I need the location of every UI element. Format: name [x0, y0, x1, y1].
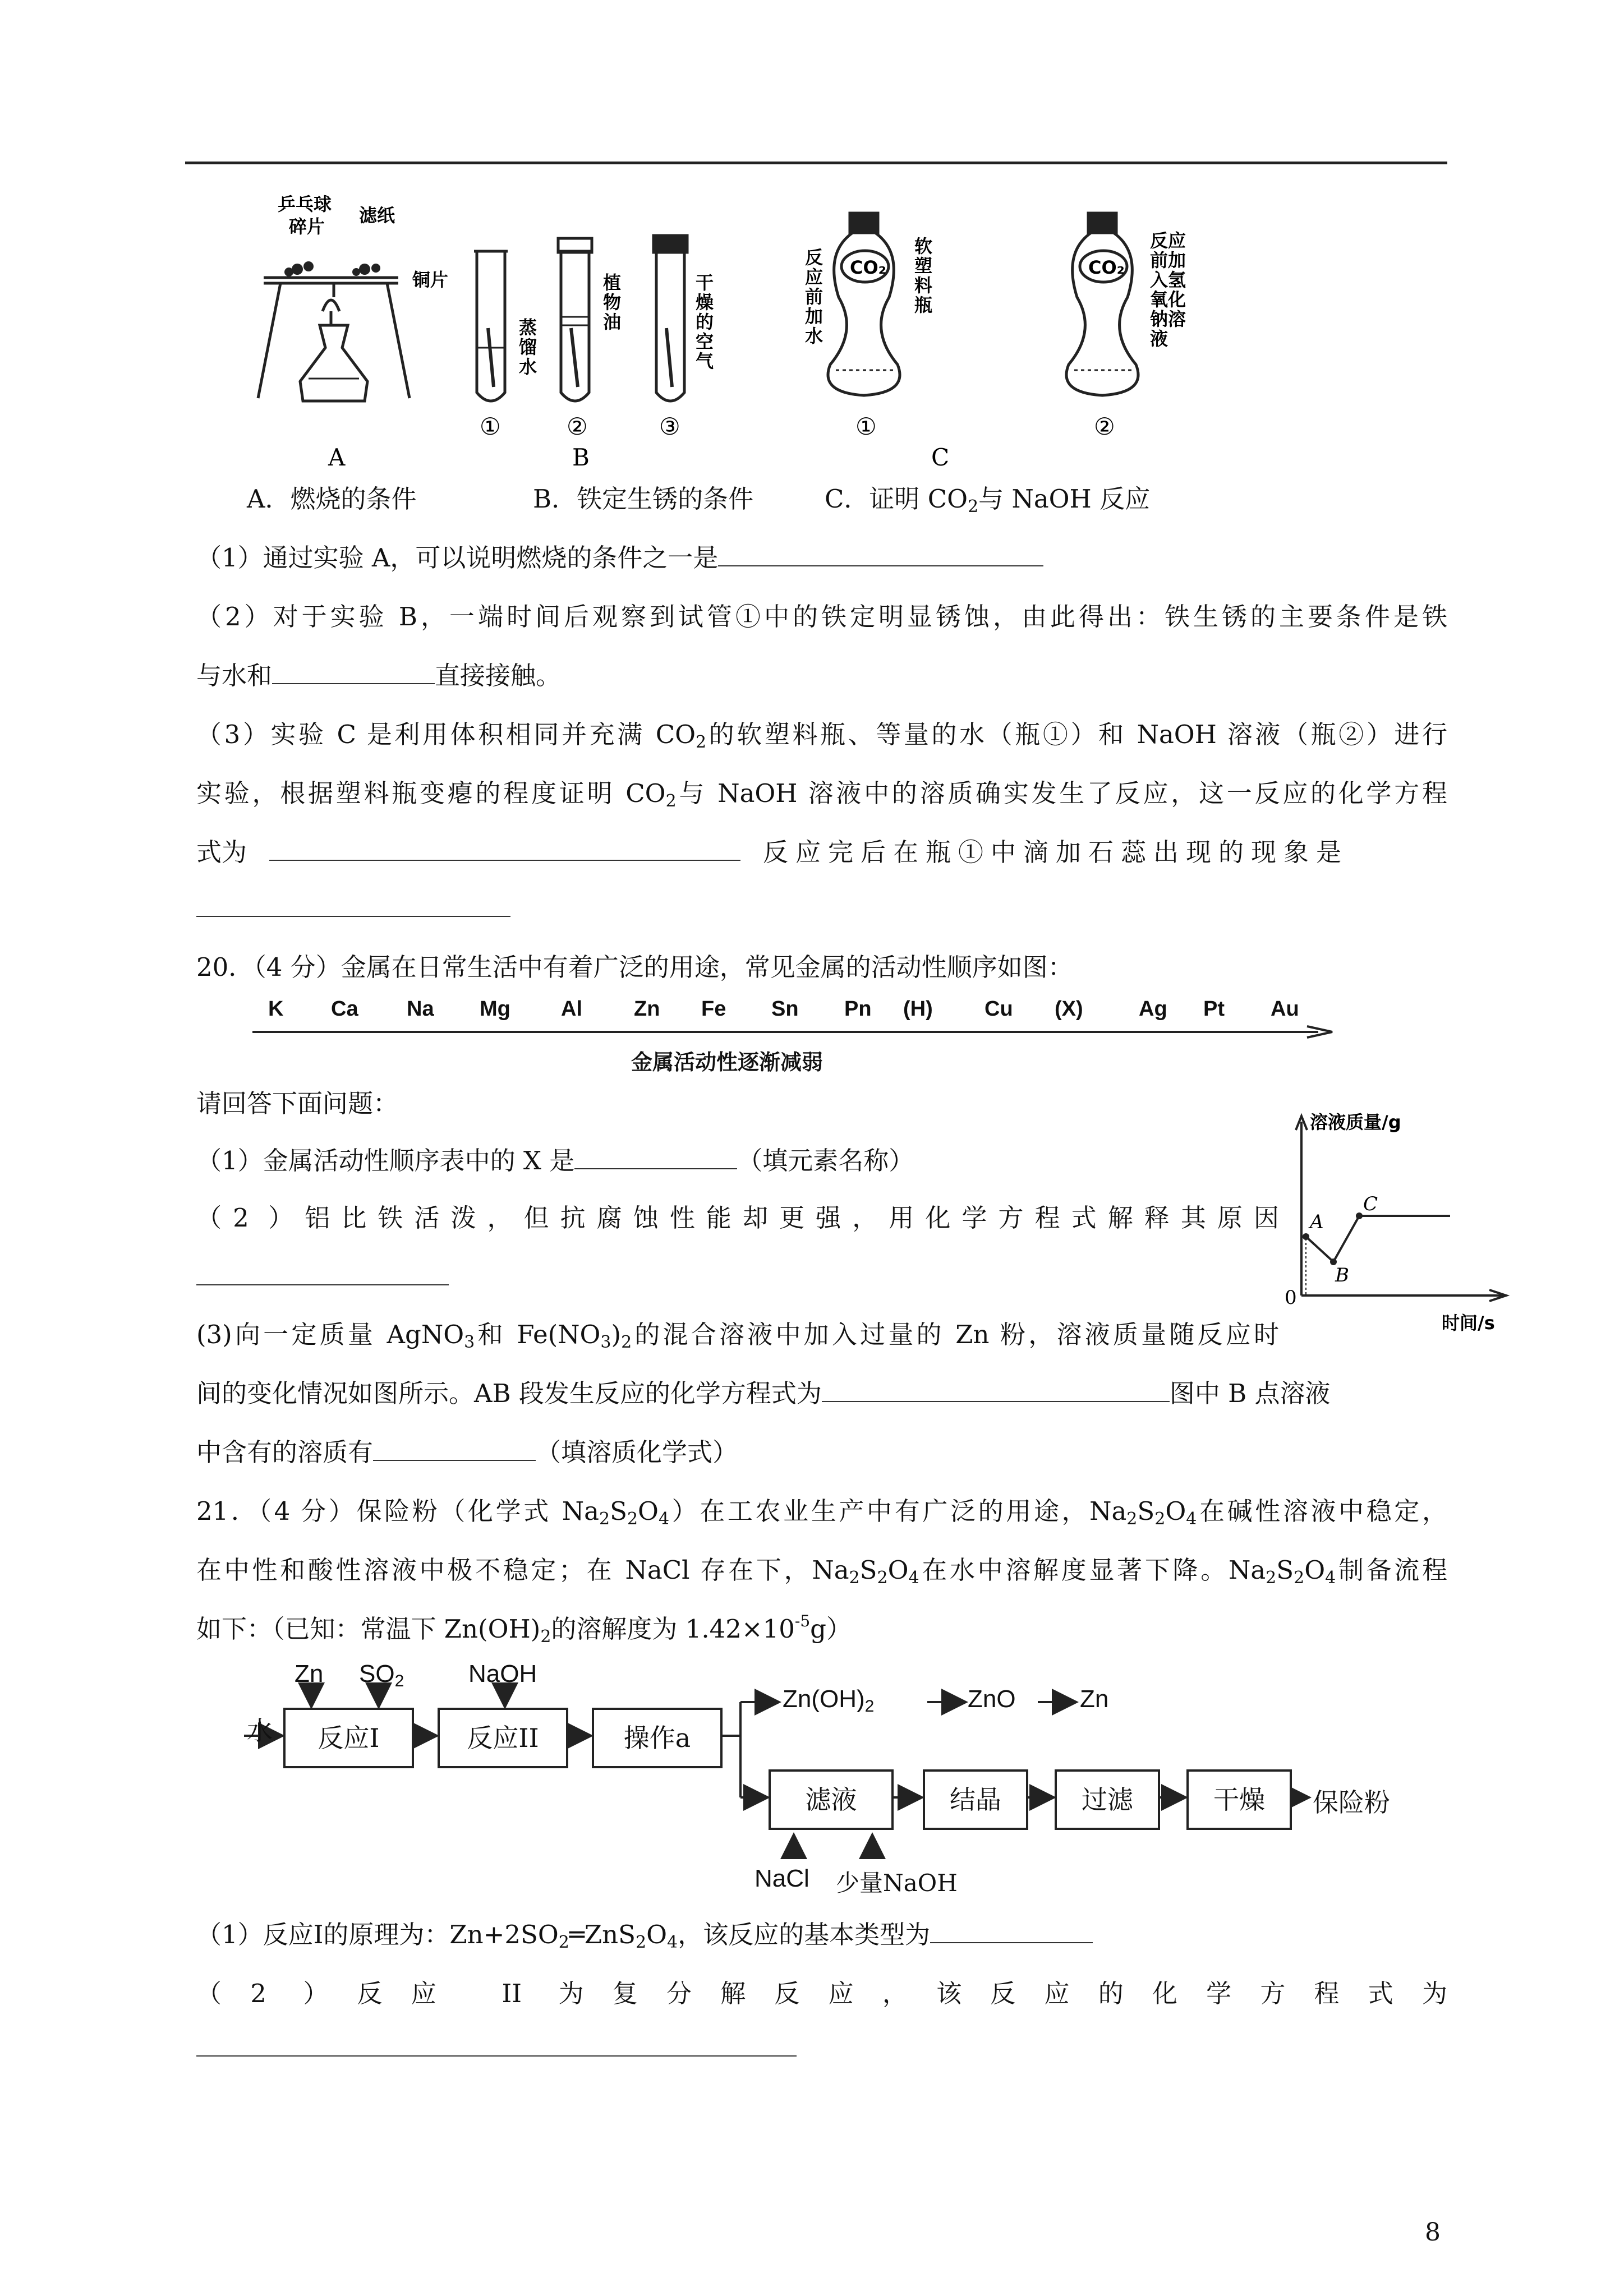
metal-symbol: Pt: [1203, 997, 1225, 1021]
q20-part1: （1）金属活动性顺序表中的 X 是 （填元素名称）: [196, 1146, 914, 1175]
svg-text:氧化: 氧化: [1150, 289, 1186, 310]
tripod-leg-left: [258, 283, 280, 398]
q19-part3c: 式为 反应完后在瓶①中滴加石蕊出现的现象是: [196, 837, 1349, 867]
svg-text:②: ②: [567, 413, 588, 440]
q20-ask: 请回答下面问题：: [196, 1089, 399, 1118]
page-number: 8: [1425, 2218, 1441, 2247]
metal-symbol: (X): [1055, 997, 1083, 1021]
q21-line2: 在中性和酸性溶液中极不稳定；在 NaCl 存在下，$Na_2S_2O_4$在水中溶解度显著下降。$Na_2S_2O_4$制备流程: [196, 1555, 1447, 1588]
flow-zno: ZnO: [968, 1685, 1016, 1713]
metal-symbol: Na: [407, 997, 434, 1021]
flow-box-filtrate: 滤液: [769, 1769, 894, 1830]
q20-intro: 20．（4 分）金属在日常生活中有着广泛的用途，常见金属的活动性顺序如图：: [196, 952, 1073, 982]
flow-little-naoh: 少量NaOH: [836, 1869, 958, 1897]
q20-part2: （2 ）铝比铁活泼，但抗腐蚀性能却更强，用化学方程式解释其原因: [196, 1203, 1279, 1233]
svg-text:碎片: 碎片: [289, 216, 325, 237]
flow-product: 保险粉: [1313, 1787, 1390, 1818]
tripod-leg-right: [387, 283, 410, 398]
svg-text:塑: 塑: [914, 255, 933, 276]
metal-symbol: Ag: [1139, 997, 1167, 1021]
svg-text:应: 应: [805, 266, 823, 288]
q21-part2: （2 ）反应 II 为复分解反应，该反应的化学方程式为: [196, 1979, 1447, 2008]
flow-naoh: NaOH: [468, 1660, 537, 1688]
answer-blank[interactable]: [574, 1145, 737, 1169]
svg-text:料: 料: [914, 275, 933, 296]
metal-symbol: Ca: [331, 997, 358, 1021]
top-rule: [185, 162, 1447, 164]
flow-box-crystallize: 结晶: [923, 1769, 1028, 1830]
flow-zn-oh2: $Zn(OH)_2$: [783, 1685, 875, 1716]
q21-line1: 21．（4 分）保险粉（化学式 $Na_2S_2O_4$）在工农业生产中有广泛的用途，$Na_2S_2O_4$在碱性溶液中稳定，: [196, 1496, 1447, 1529]
q19-part2a: （2）对于实验 B，一端时间后观察到试管①中的铁定明显锈蚀，由此得出：铁生锈的主要条件是铁: [196, 602, 1447, 631]
svg-text:气: 气: [696, 351, 714, 372]
flow-box-operation-a: 操作a: [592, 1708, 723, 1768]
svg-text:A: A: [1310, 1211, 1324, 1233]
svg-text:反应: 反应: [1150, 230, 1186, 251]
svg-text:水: 水: [519, 356, 537, 377]
caption-a: A．燃烧的条件: [247, 484, 417, 514]
metal-symbol: Cu: [984, 997, 1013, 1021]
apparatus-figure: [224, 185, 1186, 477]
svg-text:馏: 馏: [519, 336, 537, 358]
svg-text:反: 反: [805, 247, 823, 268]
test-tube-2: [561, 252, 589, 401]
svg-text:燥: 燥: [696, 292, 714, 313]
metal-symbol: Sn: [771, 997, 799, 1021]
flow-box-reaction2: 反应II: [438, 1708, 568, 1768]
svg-text:干: 干: [696, 272, 714, 293]
svg-text:溶液质量/g: 溶液质量/g: [1310, 1112, 1401, 1133]
q19-part3a: （3）实验 C 是利用体积相同并充满 $CO_2$的软塑料瓶、等量的水（瓶①）和 NaOH 溶液（瓶②）进行: [196, 720, 1447, 752]
metal-symbol: Al: [561, 997, 582, 1021]
svg-text:①: ①: [480, 413, 501, 440]
svg-text:植: 植: [603, 272, 622, 293]
svg-text:蒸: 蒸: [519, 317, 537, 338]
svg-text:的: 的: [696, 311, 714, 333]
svg-text:①: ①: [855, 413, 877, 440]
q19-part3b: 实验，根据塑料瓶变瘪的程度证明 $CO_2$与 NaOH 溶液中的溶质确实发生了反应，这一反应的化学方程: [196, 778, 1447, 811]
svg-text:瓶: 瓶: [914, 294, 933, 316]
svg-text:水: 水: [805, 325, 823, 347]
flow-so2: $SO_2$: [359, 1660, 404, 1690]
q21-part1: （1）反应Ⅰ的原理为：$Zn+2SO_2═ZnS_2O_4$，该反应的基本类型为: [196, 1918, 1093, 1952]
metal-symbol: Au: [1271, 997, 1299, 1021]
svg-text:前: 前: [805, 286, 823, 307]
flame: [323, 300, 339, 311]
q20-part3a: (3)向一定质量 AgNO$_3$和 $Fe(NO_3)_2$的混合溶液中加入过量的 Zn 粉，溶液质量随反应时: [196, 1320, 1279, 1352]
metal-symbol: Fe: [701, 997, 726, 1021]
q19-part2b: 与水和 直接接触。: [196, 661, 562, 690]
answer-blank[interactable]: [373, 1436, 536, 1461]
flow-nacl: NaCl: [755, 1865, 809, 1892]
svg-text:②: ②: [1094, 413, 1115, 440]
svg-text:C: C: [931, 444, 950, 471]
svg-text:前加: 前加: [1150, 250, 1186, 271]
svg-text:钠溶: 钠溶: [1150, 308, 1186, 330]
caption-b: B．铁定生锈的条件: [533, 484, 754, 514]
caption-c: C．证明 $CO_2$与 NaOH 反应: [825, 484, 1151, 517]
answer-blank[interactable]: [196, 916, 510, 917]
solution-mass-graph: [1257, 1110, 1515, 1346]
answer-blank[interactable]: [822, 1377, 1170, 1402]
label-filter-paper: 滤纸: [359, 205, 395, 226]
svg-text:入氢: 入氢: [1150, 269, 1186, 291]
svg-text:A: A: [328, 444, 346, 471]
flow-water: 水: [247, 1716, 273, 1746]
svg-text:B: B: [1335, 1264, 1349, 1287]
answer-blank[interactable]: [930, 1919, 1093, 1943]
answer-blank[interactable]: [272, 660, 435, 684]
answer-blank[interactable]: [196, 2055, 797, 2057]
svg-text:CO₂: CO₂: [1088, 257, 1125, 278]
activity-arrow: [252, 1023, 1335, 1040]
answer-blank[interactable]: [269, 836, 740, 861]
q21-line3: 如下：（已知：常温下 $Zn(OH)_2$的溶解度为 $1.42\times 10^{-5}g$）: [196, 1612, 852, 1647]
svg-text:液: 液: [1150, 328, 1168, 349]
svg-text:③: ③: [659, 413, 680, 440]
svg-text:油: 油: [603, 311, 622, 333]
svg-text:0: 0: [1285, 1287, 1297, 1309]
q20-part3b: 间的变化情况如图所示。AB 段发生反应的化学方程式为 图中 B 点溶液: [196, 1378, 1331, 1408]
metal-symbol: Pn: [844, 997, 872, 1021]
flow-box-filter: 过滤: [1055, 1769, 1160, 1830]
svg-text:时间/s: 时间/s: [1442, 1312, 1495, 1334]
alcohol-lamp: [300, 325, 367, 401]
flow-zn: Zn: [295, 1660, 324, 1688]
flow-zn-final: Zn: [1080, 1685, 1109, 1713]
q20-part3c: 中含有的溶质有 （填溶质化学式）: [196, 1437, 738, 1467]
svg-text:C: C: [1363, 1193, 1378, 1215]
svg-text:加: 加: [805, 306, 823, 327]
answer-blank[interactable]: [196, 1284, 449, 1285]
flow-box-reaction1: 反应I: [283, 1708, 414, 1768]
svg-text:物: 物: [603, 292, 622, 313]
activity-arrow-label: 金属活动性逐渐减弱: [631, 1050, 823, 1075]
svg-text:CO₂: CO₂: [850, 257, 886, 278]
svg-text:软: 软: [914, 236, 933, 257]
label-copper: 铜片: [412, 269, 449, 291]
label-pingpong: 乒乓球: [278, 193, 332, 215]
test-tube-1: [477, 252, 505, 401]
svg-text:空: 空: [696, 331, 714, 352]
metal-symbol: Zn: [634, 997, 660, 1021]
metal-symbol: Mg: [480, 997, 510, 1021]
metal-symbol: (H): [903, 997, 933, 1021]
metal-symbol: K: [268, 997, 284, 1021]
answer-blank[interactable]: [718, 542, 1043, 566]
q19-part1: （1）通过实验 A，可以说明燃烧的条件之一是: [196, 541, 1043, 575]
flow-box-dry: 干燥: [1186, 1769, 1292, 1830]
svg-text:B: B: [572, 444, 590, 471]
